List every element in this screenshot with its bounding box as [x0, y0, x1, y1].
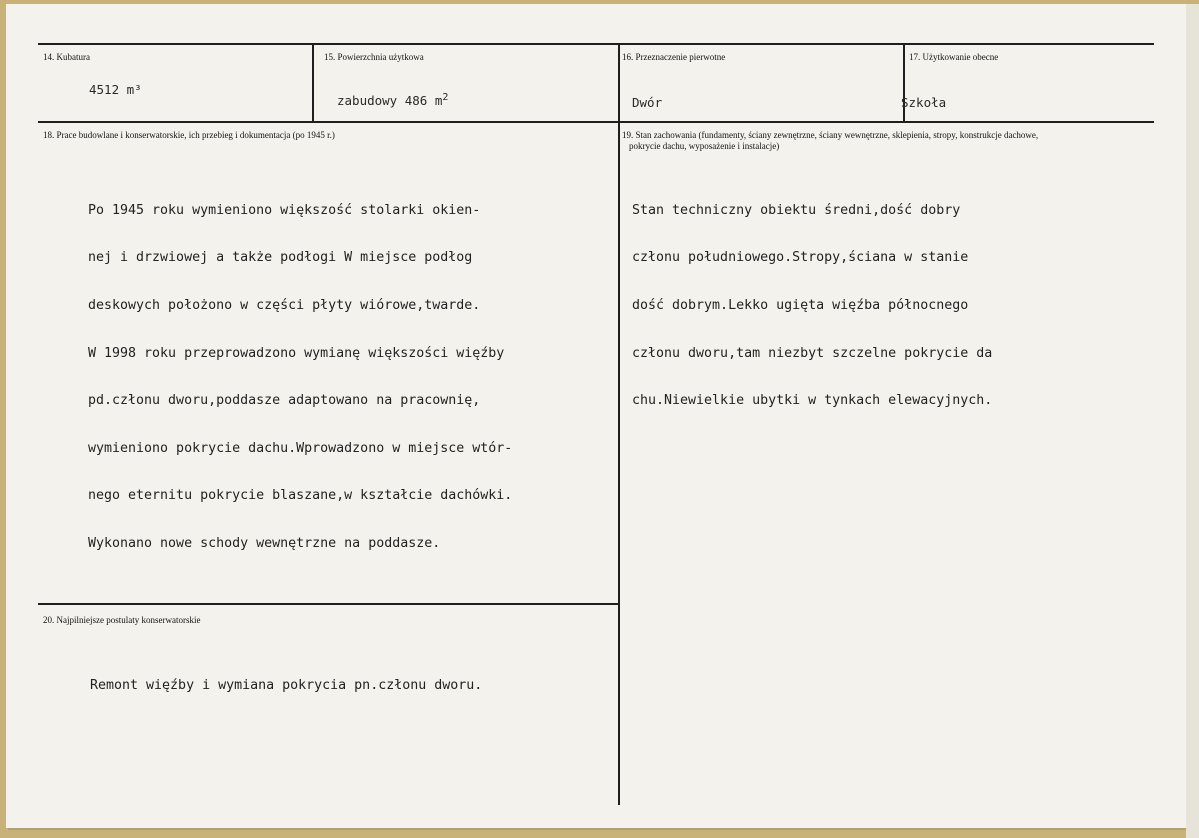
card-edge: [1186, 4, 1199, 838]
row1-bottom-rule: [38, 121, 1154, 123]
col-divider-15: [312, 43, 314, 123]
field-15-value-sup: 2: [442, 92, 449, 103]
field-20-text: [90, 650, 482, 721]
field-19-text: [632, 175, 992, 437]
field-18-text: [88, 175, 512, 580]
field-18-label: 18. Prace budowlane i konserwatorskie, ich przebieg i dokumentacja (po 1945 r.): [43, 130, 335, 140]
field-18-line: nej i drzwiowej a także podłogi W miejsce podłog: [88, 250, 473, 266]
field-15-value-text: zabudowy 486 m: [337, 93, 443, 109]
field-14-label: 14. Kubatura: [43, 52, 90, 62]
field-19-label-line1: 19. Stan zachowania (fundamenty, ściany zewnętrzne, ściany wewnętrzne, sklepienia, stropy, konstrukcje dachowe,: [622, 130, 1039, 140]
field-17-label: 17. Użytkowanie obecne: [909, 52, 999, 62]
field-16-value: Dwór: [632, 95, 663, 110]
field-15-label: 15. Powierzchnia użytkowa: [324, 52, 424, 62]
field-18-line: nego eternitu pokrycie blaszane,w kształcie dachówki.: [88, 488, 513, 504]
field-17-value: Szkoła: [901, 95, 947, 110]
field-18-line: W 1998 roku przeprowadzono wymianę większości więźby: [88, 345, 505, 361]
field-15-value: [337, 92, 448, 108]
col-divider-16: [618, 43, 620, 805]
section20-top-rule: [38, 603, 620, 605]
field-19-line: Stan techniczny obiektu średni,dość dobry: [632, 202, 961, 218]
field-19-line: chu.Niewielkie ubytki w tynkach elewacyjnych.: [632, 393, 993, 409]
field-18-line: Wykonano nowe schody wewnętrzne na poddasze.: [88, 535, 441, 551]
field-18-line: wymieniono pokrycie dachu.Wprowadzono w miejsce wtór-: [88, 440, 513, 456]
top-rule: [38, 43, 1154, 45]
field-19-line: dość dobrym.Lekko ugięta więźba północnego: [632, 297, 969, 313]
field-19-label-line2: pokrycie dachu, wyposażenie i instalacje): [629, 140, 780, 151]
field-19-label: [622, 130, 1038, 151]
field-18-line: pd.członu dworu,poddasze adaptowano na pracownię,: [88, 393, 481, 409]
field-18-line: deskowych położono w części płyty wiórowe,twarde.: [88, 297, 481, 313]
field-20-label: 20. Najpilniejsze postulaty konserwatorskie: [43, 615, 201, 625]
field-16-label: 16. Przeznaczenie pierwotne: [622, 52, 726, 62]
field-20-line: Remont więźby i wymiana pokrycia pn.członu dworu.: [90, 677, 483, 693]
field-14-value: 4512 m³: [89, 82, 142, 97]
field-19-line: członu dworu,tam niezbyt szczelne pokrycie da: [632, 345, 993, 361]
field-18-line: Po 1945 roku wymieniono większość stolarki okien-: [88, 202, 481, 218]
col-divider-17: [903, 43, 905, 123]
field-19-line: członu południowego.Stropy,ściana w stanie: [632, 250, 969, 266]
